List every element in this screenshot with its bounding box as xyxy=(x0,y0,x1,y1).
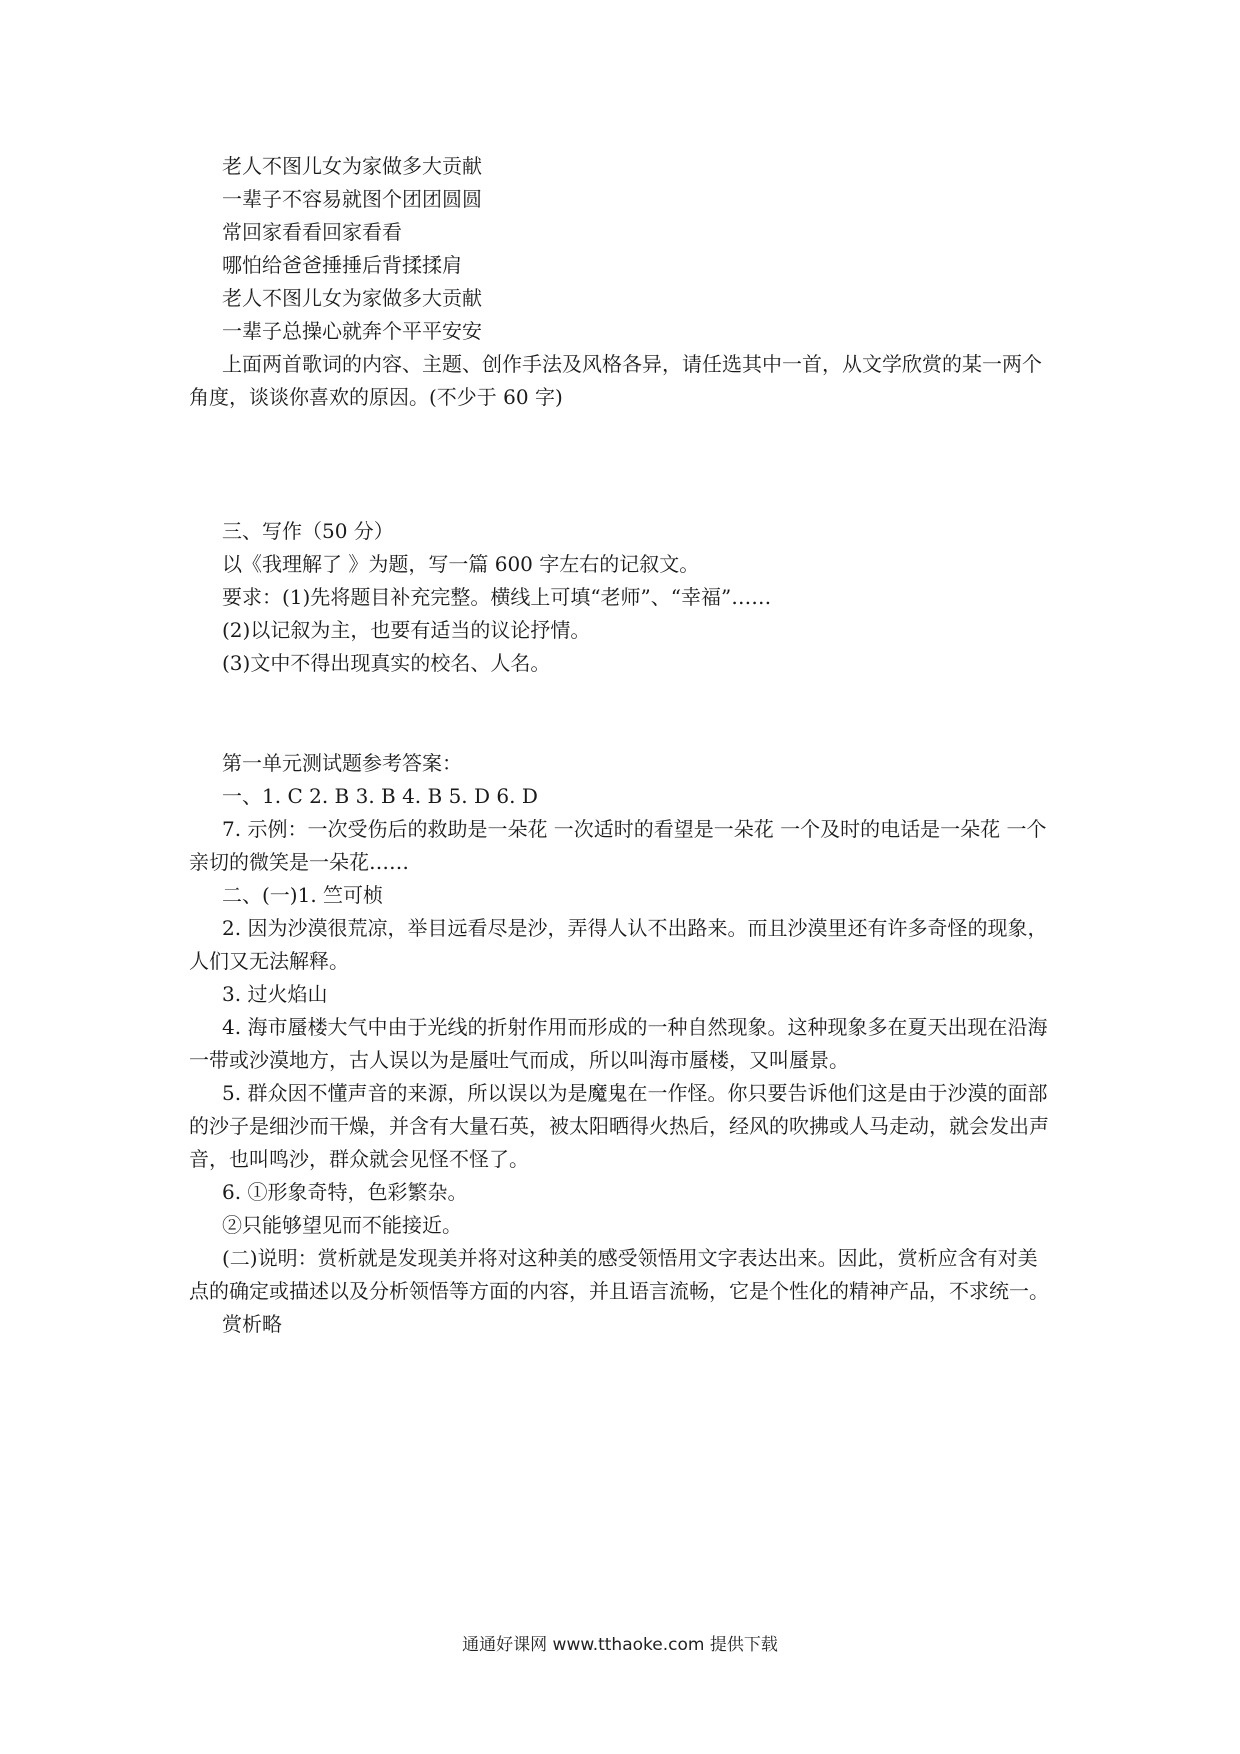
answer-line: 5. 群众因不懂声音的来源，所以误以为是魔鬼在一作怪。你只要告诉他们这是由于沙漠的面部的沙子是细沙而干燥，并含有大量石英，被太阳晒得火热后，经风的吹拂或人马走动，就会发出声音，也叫鸣沙，群众就会见怪不怪了。 xyxy=(189,1081,1049,1171)
document-page xyxy=(189,150,1054,1341)
writing-requirement: (3)文中不得出现真实的校名、人名。 xyxy=(222,651,551,675)
writing-requirement: 要求：(1)先将题目补充完整。横线上可填“老师”、“幸福”…… xyxy=(222,585,772,609)
answer-line: (二)说明：赏析就是发现美并将对这种美的感受领悟用文字表达出来。因此，赏析应含有对美点的确定或描述以及分析领悟等方面的内容，并且语言流畅，它是个性化的精神产品，不求统一。 xyxy=(189,1246,1049,1303)
lyric-line: 一辈子不容易就图个团团圆圆 xyxy=(222,187,482,211)
answer-line: 7. 示例：一次受伤后的救助是一朵花 一次适时的看望是一朵花 一个及时的电话是一朵花 一个亲切的微笑是一朵花…… xyxy=(189,817,1047,874)
answer-line: 4. 海市蜃楼大气中由于光线的折射作用而形成的一种自然现象。这种现象多在夏天出现在沿海一带或沙漠地方，古人误以为是蜃吐气而成，所以叫海市蜃楼，又叫蜃景。 xyxy=(189,1015,1048,1072)
section-spacer xyxy=(189,680,1054,747)
lyric-line: 常回家看看回家看看 xyxy=(222,220,402,244)
writing-prompt: 以《我理解了 》为题，写一篇 600 字左右的记叙文。 xyxy=(222,552,700,576)
page-footer: 通通好课网 www.tthaoke.com 提供下载 xyxy=(462,1635,778,1655)
answer-space xyxy=(189,414,1054,515)
answer-line: 6. ①形象奇特，色彩繁杂。 xyxy=(222,1180,468,1204)
answer-line: 2. 因为沙漠很荒凉，举目远看尽是沙，弄得人认不出路来。而且沙漠里还有许多奇怪的现象，人们又无法解释。 xyxy=(189,916,1048,973)
lyric-line: 老人不图儿女为家做多大贡献 xyxy=(222,286,482,310)
answers-heading: 第一单元测试题参考答案： xyxy=(222,751,462,775)
writing-requirement: (2)以记叙为主，也要有适当的议论抒情。 xyxy=(222,618,591,642)
lyrics-question: 上面两首歌词的内容、主题、创作手法及风格各异，请任选其中一首，从文学欣赏的某一两个角度，谈谈你喜欢的原因。(不少于 60 字) xyxy=(189,352,1042,409)
answer-line: 一、1. C 2. B 3. B 4. B 5. D 6. D xyxy=(222,784,538,808)
writing-heading: 三、写作（50 分） xyxy=(222,519,394,543)
lyric-line: 老人不图儿女为家做多大贡献 xyxy=(222,154,482,178)
answer-line: 3. 过火焰山 xyxy=(222,982,328,1006)
answer-line: ②只能够望见而不能接近。 xyxy=(222,1213,462,1237)
answer-line: 二、(一)1. 竺可桢 xyxy=(222,883,384,907)
answer-line: 赏析略 xyxy=(222,1312,282,1336)
lyric-line: 哪怕给爸爸捶捶后背揉揉肩 xyxy=(222,253,462,277)
lyric-line: 一辈子总操心就奔个平平安安 xyxy=(222,319,482,343)
